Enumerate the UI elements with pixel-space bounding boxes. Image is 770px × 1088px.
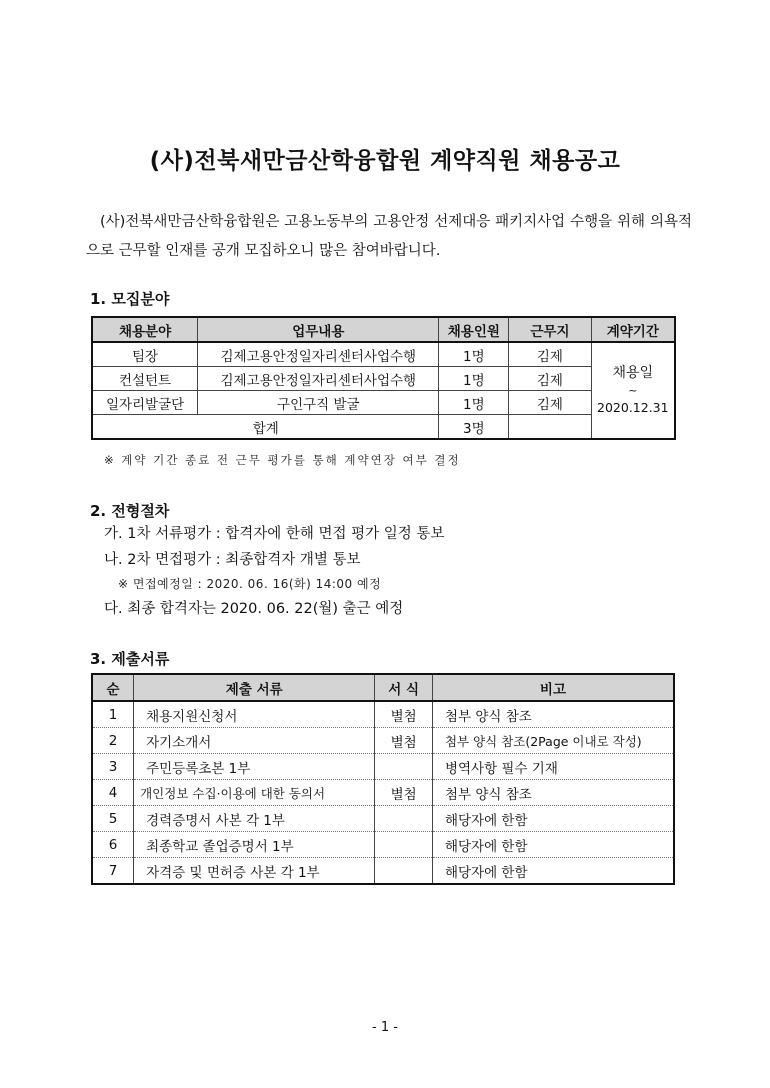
page-title: (사)전북새만금산학융합원 계약직원 채용공고: [149, 148, 621, 174]
cell-place: 김제: [509, 342, 591, 367]
cell-remark: 첨부 양식 참조: [432, 780, 674, 806]
page-number: - 1 -: [372, 1020, 398, 1035]
cell-form: 별첨: [375, 780, 433, 806]
process-step-3: 다. 최종 합격자는 2020. 06. 22(월) 출근 예정: [104, 601, 404, 617]
table-row: [92, 832, 674, 858]
recruitment-table: [91, 316, 676, 440]
cell-no: 6: [92, 832, 134, 858]
cell-no: 5: [92, 806, 134, 832]
process-step-1: 가. 1차 서류평가 : 합격자에 한해 면접 평가 일정 통보: [104, 526, 445, 542]
cell-field: 컨설턴트: [92, 367, 198, 391]
cell-doc: 채용지원신청서: [134, 701, 375, 728]
cell-field: 팀장: [92, 342, 198, 367]
cell-remark: 해당자에 한함: [432, 832, 674, 858]
section-heading-documents: 3. 제출서류: [90, 650, 170, 668]
table-header-cell: 채용인원: [439, 317, 509, 342]
cell-place: 김제: [509, 391, 591, 415]
table-total-row: [92, 415, 675, 440]
cell-task: 구인구직 발굴: [198, 391, 439, 415]
contract-note: ※ 계약 기간 종료 전 근무 평가를 통해 계약연장 여부 결정: [104, 453, 461, 467]
table-header-row: [92, 674, 674, 701]
cell-form: 별첨: [375, 728, 433, 754]
table-row: [92, 754, 674, 780]
table-header-row: [92, 317, 675, 342]
cell-doc: 경력증명서 사본 각 1부: [134, 806, 375, 832]
section-heading-process: 2. 전형절차: [90, 502, 170, 520]
table-row: [92, 858, 674, 885]
cell-total-count: 3명: [439, 415, 509, 440]
cell-task: 김제고용안정일자리센터사업수행: [198, 342, 439, 367]
period-tilde: ~: [628, 384, 638, 397]
cell-no: 2: [92, 728, 134, 754]
documents-table: [91, 673, 675, 885]
cell-count: 1명: [439, 391, 509, 415]
table-row: [92, 701, 674, 728]
cell-doc: 자기소개서: [134, 728, 375, 754]
cell-count: 1명: [439, 367, 509, 391]
cell-total-label: 합계: [92, 415, 439, 440]
cell-form: [375, 754, 433, 780]
cell-no: 7: [92, 858, 134, 885]
table-row: [92, 391, 675, 415]
cell-form: [375, 858, 433, 885]
cell-doc: 개인정보 수집·이용에 대한 동의서: [134, 780, 375, 806]
cell-no: 4: [92, 780, 134, 806]
cell-form: [375, 832, 433, 858]
cell-doc: 자격증 및 면허증 사본 각 1부: [134, 858, 375, 885]
cell-form: 별첨: [375, 701, 433, 728]
table-header-cell: 업무내용: [198, 317, 439, 342]
interview-date-note: ※ 면접예정일 : 2020. 06. 16(화) 14:00 예정: [118, 577, 382, 591]
cell-task: 김제고용안정일자리센터사업수행: [198, 367, 439, 391]
cell-remark: 첨부 양식 참조: [432, 701, 674, 728]
cell-form: [375, 806, 433, 832]
process-step-2: 나. 2차 면접평가 : 최종합격자 개별 통보: [104, 552, 361, 568]
cell-remark: 병역사항 필수 기재: [432, 754, 674, 780]
table-row: [92, 806, 674, 832]
period-start: 채용일: [612, 365, 654, 381]
table-header-cell: 채용분야: [92, 317, 198, 342]
cell-field: 일자리발굴단: [92, 391, 198, 415]
cell-remark: 첨부 양식 참조(2Page 이내로 작성): [432, 728, 674, 754]
table-row: [92, 342, 675, 367]
table-header-cell: 제출 서류: [134, 674, 375, 701]
table-row: [92, 780, 674, 806]
period-end: 2020.12.31: [597, 400, 669, 415]
cell-doc: 최종학교 졸업증명서 1부: [134, 832, 375, 858]
cell-empty: [509, 415, 591, 440]
table-header-cell: 근무지: [509, 317, 591, 342]
cell-count: 1명: [439, 342, 509, 367]
cell-remark: 해당자에 한함: [432, 858, 674, 885]
table-row: [92, 728, 674, 754]
table-header-cell: 계약기간: [591, 317, 675, 342]
cell-doc: 주민등록초본 1부: [134, 754, 375, 780]
section-heading-recruitment: 1. 모집분야: [90, 290, 170, 308]
cell-place: 김제: [509, 367, 591, 391]
table-header-cell: 비고: [432, 674, 674, 701]
cell-remark: 해당자에 한함: [432, 806, 674, 832]
cell-contract-period: [591, 342, 675, 439]
table-header-cell: 순: [92, 674, 134, 701]
cell-no: 3: [92, 754, 134, 780]
intro-paragraph: (사)전북새만금산학융합원은 고용노동부의 고용안정 선제대응 패키지사업 수행을 위해 의욕적으로 근무할 인재를 공개 모집하오니 많은 참여바랍니다.: [86, 214, 692, 259]
table-header-cell: 서 식: [375, 674, 433, 701]
table-row: [92, 367, 675, 391]
cell-no: 1: [92, 701, 134, 728]
